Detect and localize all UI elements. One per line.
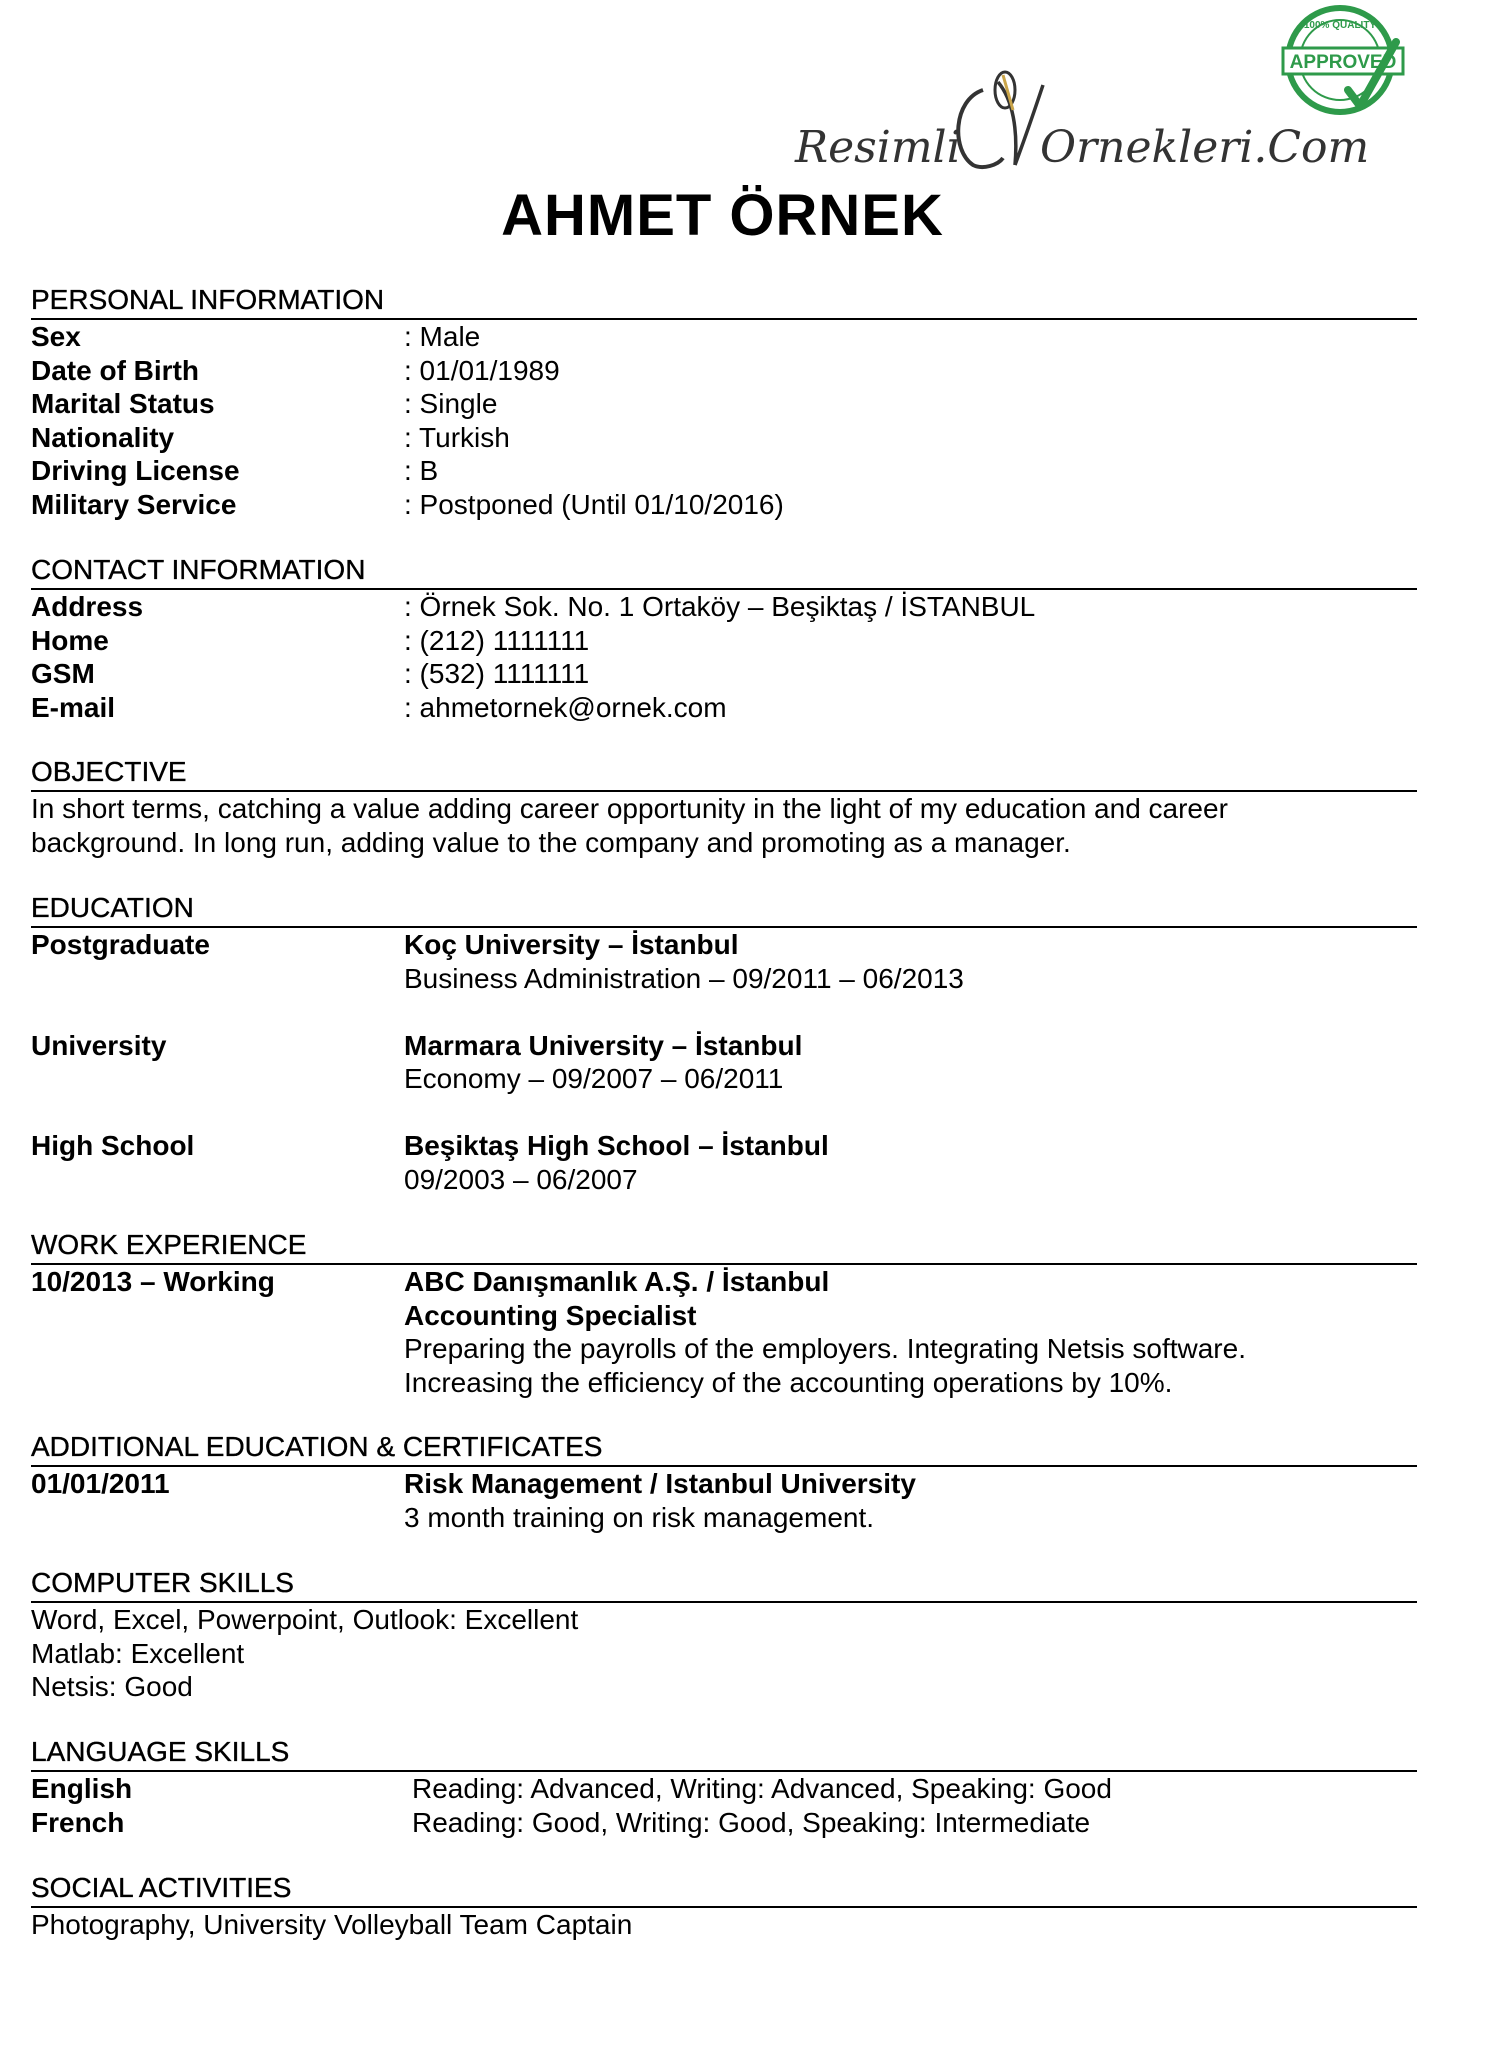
section-title: CONTACT INFORMATION	[31, 552, 1417, 590]
school-name: Marmara University – İstanbul	[404, 1029, 803, 1061]
education-item	[31, 1029, 1417, 1130]
row-value: : 01/01/1989	[404, 354, 560, 386]
education-level: University	[31, 1029, 167, 1061]
row-label: GSM	[31, 658, 95, 689]
work-detail: Preparing the payrolls of the employers. Integrating Netsis software.	[404, 1333, 1246, 1364]
section-title: OBJECTIVE	[31, 754, 1417, 792]
section-title: ADDITIONAL EDUCATION & CERTIFICATES	[31, 1429, 1417, 1467]
site-logo	[795, 70, 1370, 180]
info-row	[31, 590, 1417, 624]
section-title: EDUCATION	[31, 890, 1417, 928]
social-activities-section	[31, 1870, 1417, 1942]
section-title: COMPUTER SKILLS	[31, 1565, 1417, 1603]
education-section	[31, 890, 1417, 1196]
row-value: : Postponed (Until 01/10/2016)	[404, 488, 784, 520]
objective-line: In short terms, catching a value adding career opportunity in the light of my education and career	[31, 793, 1228, 824]
info-row	[31, 691, 1417, 725]
info-row	[31, 488, 1417, 522]
row-label: E-mail	[31, 691, 116, 723]
language-name: French	[31, 1806, 125, 1838]
education-detail: 09/2003 – 06/2007	[404, 1163, 638, 1195]
certificate-date: 01/01/2011	[31, 1468, 170, 1499]
objective-line: background. In long run, adding value to the company and promoting as a manager.	[31, 826, 1071, 858]
approved-stamp-icon	[1278, 2, 1418, 122]
section-title: PERSONAL INFORMATION	[31, 282, 1417, 320]
row-label: Driving License	[31, 455, 240, 486]
contact-info-section	[31, 552, 1417, 724]
row-value: : ahmetornek@ornek.com	[404, 691, 727, 723]
work-period: 10/2013 – Working	[31, 1266, 275, 1297]
logo-text-left: Resimli	[795, 122, 961, 173]
section-title: WORK EXPERIENCE	[31, 1227, 1417, 1265]
language-level: Reading: Advanced, Writing: Advanced, Speaking: Good	[412, 1773, 1112, 1804]
education-detail: Business Administration – 09/2011 – 06/2013	[404, 962, 964, 994]
info-row	[31, 354, 1417, 388]
row-label: Sex	[31, 321, 81, 352]
certificate-item	[31, 1467, 1417, 1534]
row-value: : Male	[404, 321, 481, 352]
row-label: Address	[31, 591, 144, 622]
personal-info-section	[31, 282, 1417, 521]
school-name: Koç University – İstanbul	[404, 929, 739, 960]
candidate-name: AHMET ÖRNEK	[501, 183, 944, 248]
row-value: : Single	[404, 388, 498, 419]
info-row	[31, 454, 1417, 488]
work-item	[31, 1265, 1417, 1399]
social-text: Photography, University Volleyball Team Captain	[31, 1909, 633, 1940]
computer-skills-section	[31, 1565, 1417, 1704]
row-label: Date of Birth	[31, 354, 199, 386]
svg-text:APPROVED: APPROVED	[1289, 52, 1397, 73]
additional-education-section	[31, 1429, 1417, 1534]
row-value: : (212) 1111111	[404, 624, 590, 656]
education-level: High School	[31, 1130, 195, 1161]
svg-text:100% QUALITY: 100% QUALITY	[1303, 20, 1377, 31]
work-detail: Increasing the efficiency of the accounting operations by 10%.	[404, 1366, 1173, 1398]
row-value: : Turkish	[404, 421, 510, 453]
language-row	[31, 1772, 1417, 1806]
objective-section	[31, 754, 1417, 859]
row-value: : B	[404, 455, 439, 486]
language-name: English	[31, 1773, 133, 1804]
skill-line: Netsis: Good	[31, 1671, 193, 1702]
info-row	[31, 624, 1417, 658]
company-name: ABC Danışmanlık A.Ş. / İstanbul	[404, 1266, 830, 1297]
education-item	[31, 928, 1417, 1029]
education-level: Postgraduate	[31, 929, 210, 960]
education-detail: Economy – 09/2007 – 06/2011	[404, 1063, 784, 1094]
section-title: LANGUAGE SKILLS	[31, 1734, 1417, 1772]
skill-line: Matlab: Excellent	[31, 1637, 245, 1669]
language-level: Reading: Good, Writing: Good, Speaking: Intermediate	[412, 1806, 1091, 1838]
section-title: SOCIAL ACTIVITIES	[31, 1870, 1417, 1908]
info-row	[31, 387, 1417, 421]
education-item	[31, 1129, 1417, 1196]
course-detail: 3 month training on risk management.	[404, 1501, 875, 1533]
row-label: Nationality	[31, 421, 175, 453]
cv-pin-icon	[943, 70, 1053, 175]
skill-line: Word, Excel, Powerpoint, Outlook: Excellent	[31, 1604, 579, 1635]
row-label: Military Service	[31, 488, 237, 520]
work-experience-section	[31, 1227, 1417, 1399]
info-row	[31, 421, 1417, 455]
row-value: : Örnek Sok. No. 1 Ortaköy – Beşiktaş / İSTANBUL	[404, 591, 1036, 622]
language-row	[31, 1806, 1417, 1840]
row-label: Marital Status	[31, 388, 215, 419]
job-position: Accounting Specialist	[404, 1299, 697, 1331]
info-row	[31, 657, 1417, 691]
logo-text-right: Ornekleri.Com	[1040, 122, 1370, 173]
info-row	[31, 320, 1417, 354]
row-value: : (532) 1111111	[404, 658, 590, 689]
language-skills-section	[31, 1734, 1417, 1839]
course-name: Risk Management / Istanbul University	[404, 1468, 916, 1499]
school-name: Beşiktaş High School – İstanbul	[404, 1130, 829, 1161]
row-label: Home	[31, 624, 109, 656]
